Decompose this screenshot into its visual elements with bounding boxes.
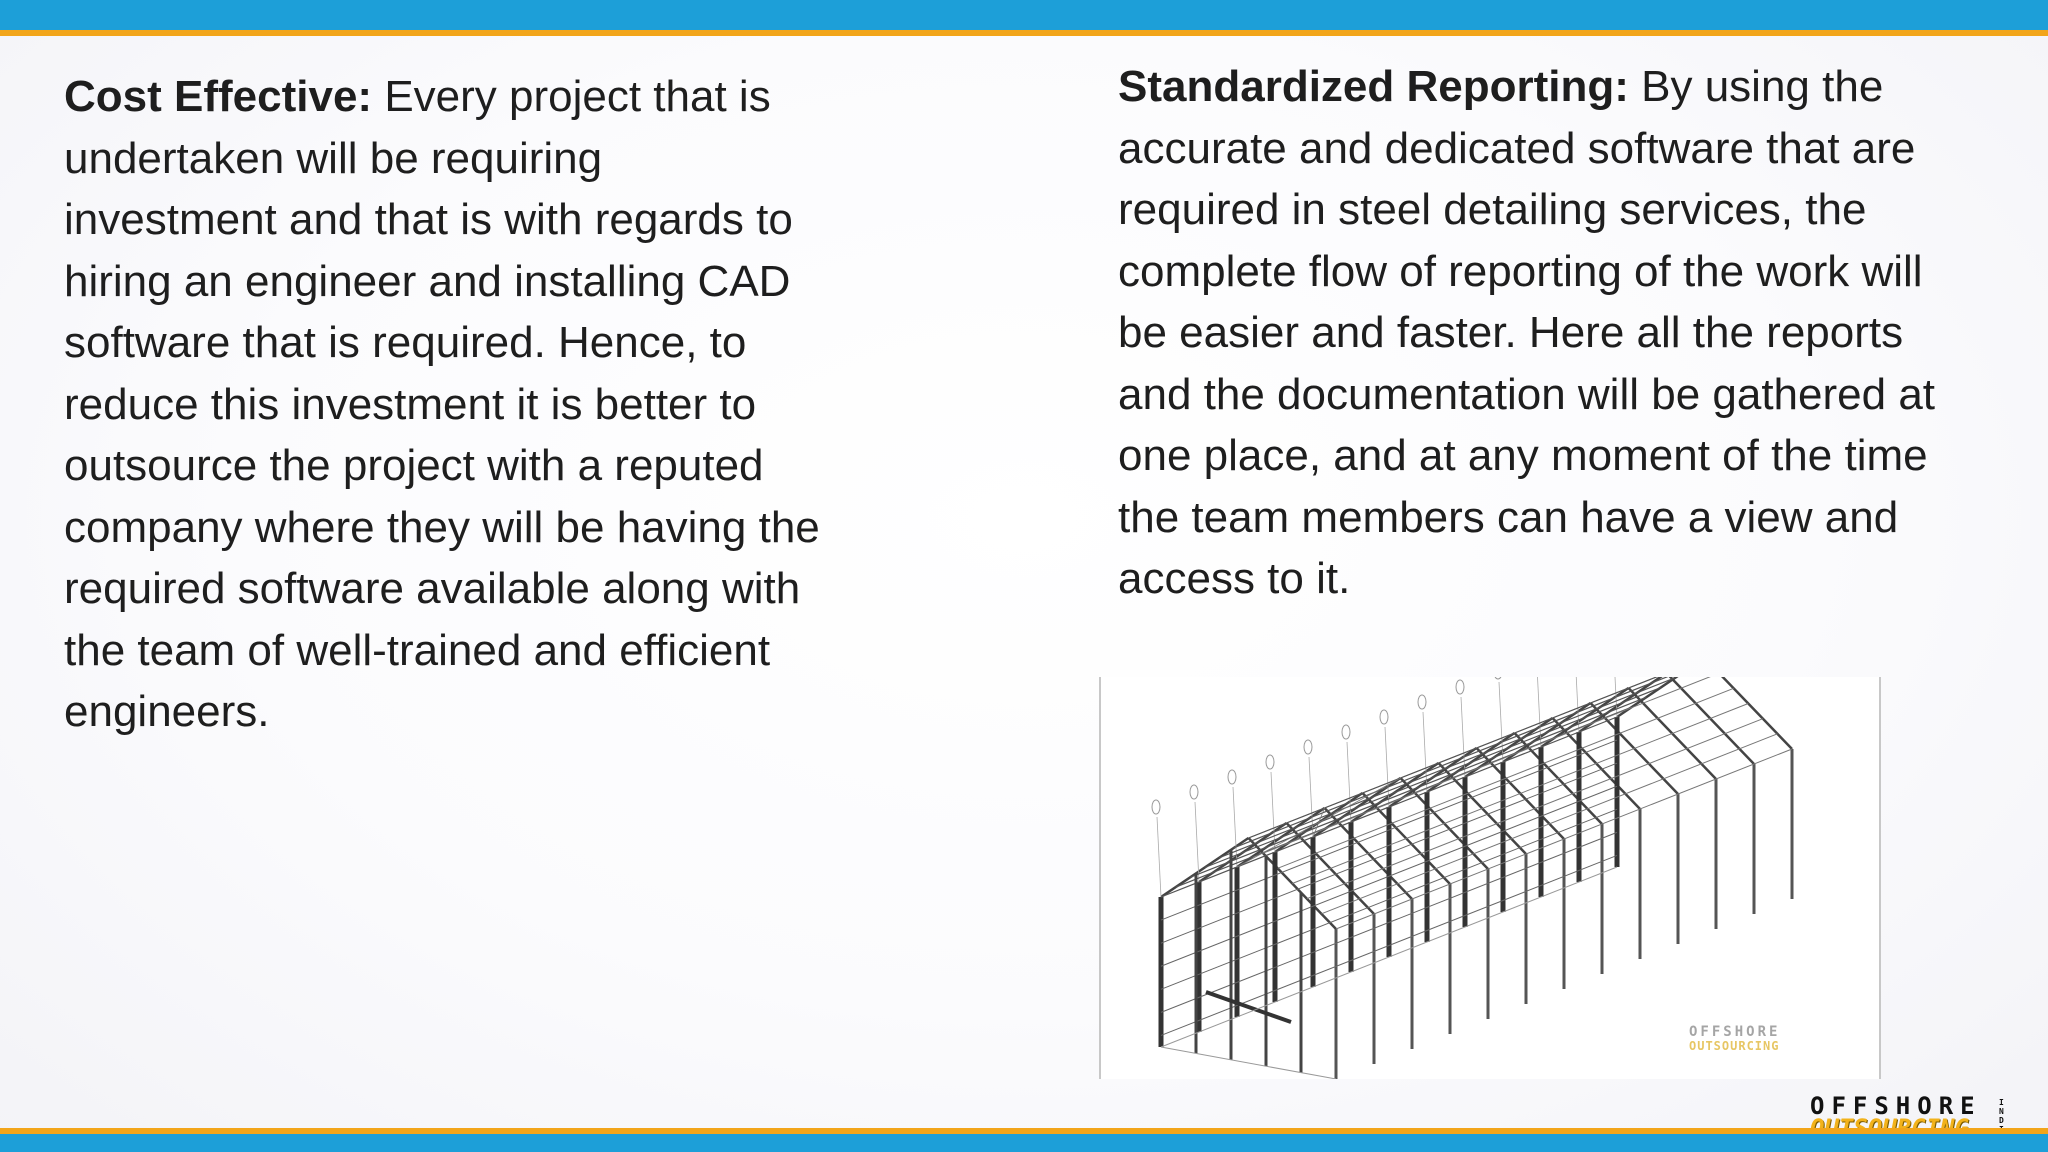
cost-effective-heading: Cost Effective:: [64, 72, 373, 121]
logo-side-text: IND: [1999, 1098, 2004, 1125]
image-watermark-line1: OFFSHORE: [1689, 1024, 1781, 1040]
top-accent-bar: [0, 0, 2048, 30]
cost-effective-body: Every project that is undertaken will be requiring investment and that is with regards to hiring an engineer and installing CAD software that is required. Hence, to reduce this investment it is better to outsource the project with a reputed company where they will be having the required software available along with the team of well-trained and efficient engineers.: [64, 72, 820, 736]
cost-effective-paragraph: [64, 66, 824, 743]
steel-structure-drawing: [1101, 677, 1879, 1079]
bottom-accent-bar: [0, 1134, 2048, 1152]
logo-line1: OFFSHORE: [1810, 1092, 1982, 1120]
standardized-reporting-heading: Standardized Reporting:: [1118, 62, 1629, 111]
top-accent-stripe: [0, 30, 2048, 36]
image-watermark-line2: OUTSOURCING: [1689, 1039, 1780, 1053]
image-watermark: [1689, 1025, 1839, 1053]
standardized-reporting-body: By using the accurate and dedicated software that are required in steel detailing services, the complete flow of reporting of the work will be easier and faster. Here all the reports and the documentation will be gathered at one place, and at any moment of the time the team members can have a view and access to it.: [1118, 62, 1936, 603]
standardized-reporting-paragraph: [1118, 56, 1948, 610]
steel-structure-image: [1099, 677, 1881, 1079]
